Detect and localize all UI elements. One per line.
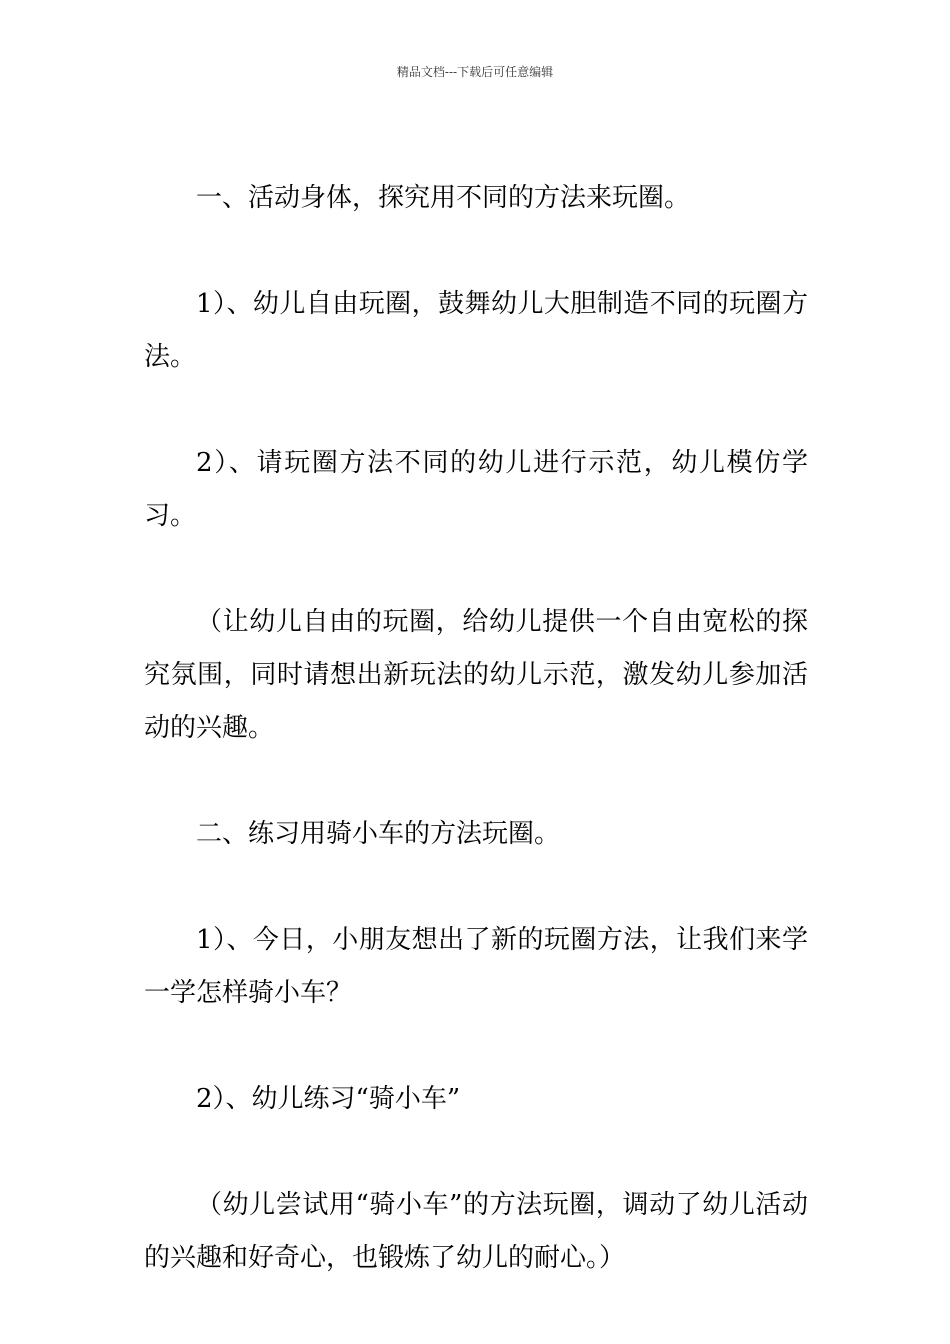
section-heading-2: 二、练习用骑小车的方法玩圈。 [196, 819, 561, 849]
section-heading-1: 一、活动身体，探究用不同的方法来玩圈。 [196, 183, 691, 213]
paragraph-2-2: 2）、幼儿练习“骑小车” [196, 1084, 461, 1114]
paragraph-2-note: （幼儿尝试用“骑小车”的方法玩圈，调动了幼儿活动的兴趣和好奇心，也锻炼了幼儿的耐心。） [144, 1190, 808, 1273]
paragraph-1-2: 2）、请玩圈方法不同的幼儿进行示范，幼儿模仿学习。 [144, 448, 808, 531]
paragraph-2-1: 1）、今日，小朋友想出了新的玩圈方法，让我们来学一学怎样骑小车？ [144, 925, 808, 1008]
page-header: 精品文档---下载后可任意编辑 [396, 65, 554, 79]
document-body [144, 172, 808, 1338]
paragraph-1-note: （让幼儿自由的玩圈，给幼儿提供一个自由宽松的探究氛围，同时请想出新玩法的幼儿示范，激发幼儿参加活动的兴趣。 [144, 607, 808, 743]
paragraph-1-1: 1）、幼儿自由玩圈，鼓舞幼儿大胆制造不同的玩圈方法。 [144, 289, 808, 372]
